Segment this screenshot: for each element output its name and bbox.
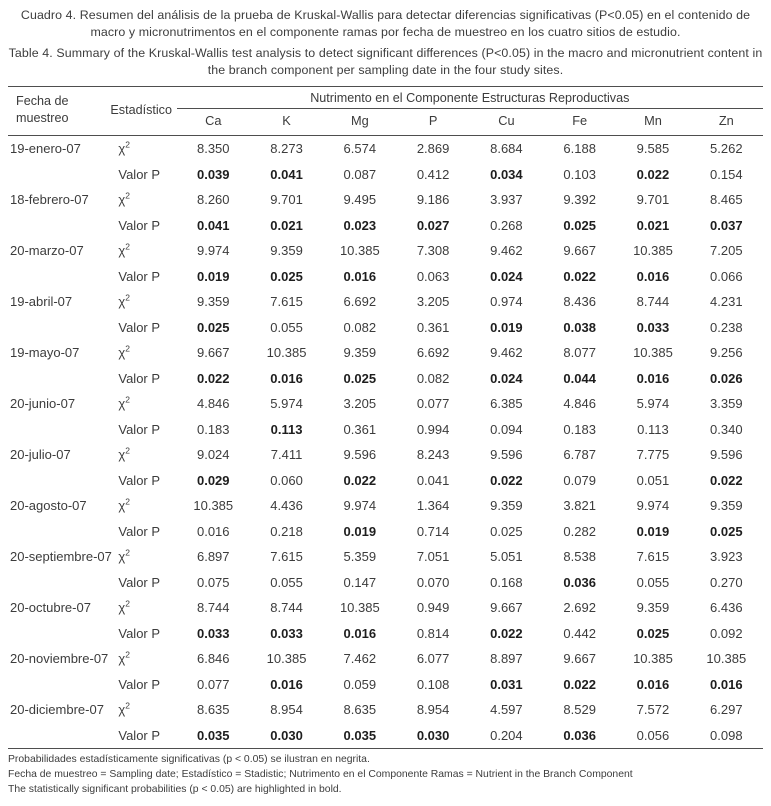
- p-value: 0.077: [196, 676, 230, 692]
- p-value: 0.282: [563, 523, 596, 539]
- table-row-chi-square: [8, 391, 763, 417]
- chi-square-label: [108, 187, 176, 213]
- table-row-p-value: [8, 570, 763, 596]
- p-value: 0.340: [710, 421, 743, 437]
- p-value-label: Valor P: [118, 268, 161, 284]
- p-value: 0.025: [710, 523, 743, 539]
- p-value: 0.016: [343, 268, 377, 284]
- chi-square-value: 9.585: [636, 141, 670, 157]
- chi-square-value: 2.869: [416, 141, 450, 157]
- p-value: 0.019: [343, 523, 377, 539]
- p-value: 0.094: [490, 421, 523, 437]
- p-value-label: Valor P: [118, 472, 161, 488]
- p-value: 0.024: [490, 268, 523, 284]
- chi-superscript: 2: [125, 293, 130, 304]
- table-row-chi-square: [8, 544, 763, 570]
- chi-square-value: 9.596: [710, 447, 743, 463]
- chi-square-value: 0.974: [490, 294, 523, 310]
- p-value: 0.056: [636, 727, 670, 743]
- p-value: 0.994: [416, 421, 450, 437]
- p-value: 0.025: [343, 370, 377, 386]
- chi-square-value: 7.205: [710, 243, 743, 259]
- table-row-p-value: [8, 213, 763, 239]
- table-row-p-value: [8, 672, 763, 698]
- sampling-date: 20-noviembre-07: [10, 651, 109, 667]
- chi-square-value: 8.744: [636, 294, 670, 310]
- table-row-chi-square: [8, 697, 763, 723]
- p-value: 0.033: [196, 625, 230, 641]
- table-row-p-value: [8, 468, 763, 494]
- sampling-date: 20-octubre-07: [10, 600, 91, 616]
- chi-symbol: χ: [118, 294, 126, 310]
- header-row-group: [8, 87, 763, 109]
- sampling-date: 20-marzo-07: [10, 243, 84, 259]
- chi-square-label: [108, 391, 176, 417]
- column-header-fe: Fe: [543, 109, 616, 136]
- chi-square-value: 8.243: [416, 447, 450, 463]
- chi-square-value: 2.692: [563, 600, 596, 616]
- chi-square-value: 5.974: [270, 396, 303, 412]
- chi-square-value: 9.256: [710, 345, 743, 361]
- p-value: 0.092: [710, 625, 743, 641]
- chi-square-value: 8.635: [196, 702, 230, 718]
- p-value: 0.023: [343, 217, 377, 233]
- p-value: 0.022: [343, 472, 377, 488]
- chi-square-value: 10.385: [266, 345, 307, 361]
- table-row-p-value: [8, 417, 763, 443]
- chi-symbol: χ: [118, 243, 126, 259]
- chi-superscript: 2: [125, 344, 130, 355]
- chi-square-value: 9.701: [270, 192, 303, 208]
- chi-square-value: 8.744: [196, 600, 230, 616]
- chi-square-value: 8.897: [490, 651, 523, 667]
- chi-square-value: 8.954: [416, 702, 450, 718]
- p-value: 0.270: [710, 574, 743, 590]
- p-value: 0.361: [343, 421, 377, 437]
- chi-symbol: χ: [118, 345, 126, 361]
- table-row-p-value: [8, 264, 763, 290]
- p-value: 0.030: [416, 727, 450, 743]
- chi-square-value: 8.436: [563, 294, 596, 310]
- p-value: 0.037: [710, 217, 743, 233]
- chi-square-value: 3.205: [343, 396, 377, 412]
- chi-square-value: 4.231: [710, 294, 743, 310]
- p-value: 0.098: [710, 727, 743, 743]
- table-row-p-value: [8, 723, 763, 749]
- kruskal-wallis-results-table: [8, 86, 763, 749]
- p-value: 0.044: [563, 370, 596, 386]
- p-value: 0.033: [636, 319, 670, 335]
- table-row-p-value: [8, 621, 763, 647]
- sampling-date: 20-agosto-07: [10, 498, 87, 514]
- table-row-p-value: [8, 315, 763, 341]
- p-value: 0.041: [270, 166, 303, 182]
- chi-square-value: 6.692: [343, 294, 377, 310]
- table-row-chi-square: [8, 136, 763, 162]
- chi-square-label: [108, 289, 176, 315]
- p-value: 0.033: [270, 625, 303, 641]
- p-value-label: Valor P: [118, 574, 161, 590]
- p-value: 0.019: [490, 319, 523, 335]
- chi-square-value: 7.308: [416, 243, 450, 259]
- p-value: 0.154: [710, 166, 743, 182]
- chi-square-value: 6.897: [196, 549, 230, 565]
- chi-symbol: χ: [118, 141, 126, 157]
- p-value: 0.079: [563, 472, 596, 488]
- chi-superscript: 2: [125, 395, 130, 406]
- p-value: 0.021: [270, 217, 303, 233]
- p-value: 0.022: [563, 676, 596, 692]
- p-value: 0.036: [563, 727, 596, 743]
- chi-symbol: χ: [118, 447, 126, 463]
- p-value: 0.016: [710, 676, 743, 692]
- table-row-chi-square: [8, 187, 763, 213]
- chi-square-value: 9.667: [490, 600, 523, 616]
- p-value: 0.041: [416, 472, 450, 488]
- chi-square-value: 8.465: [710, 192, 743, 208]
- chi-superscript: 2: [125, 497, 130, 508]
- chi-square-value: 9.359: [196, 294, 230, 310]
- chi-square-value: 9.359: [636, 600, 670, 616]
- footnote-term-translations: Fecha de muestreo = Sampling date; Estadístico = Stadistic; Nutrimento en el Componente Ramas = Nutrient in the Branch Component: [8, 769, 633, 781]
- chi-square-value: 3.937: [490, 192, 523, 208]
- chi-symbol: χ: [118, 192, 126, 208]
- chi-square-value: 9.667: [563, 243, 596, 259]
- p-value: 0.034: [490, 166, 523, 182]
- sampling-date: 19-enero-07: [10, 141, 81, 157]
- chi-square-value: 7.615: [270, 294, 303, 310]
- chi-square-label: [108, 442, 176, 468]
- p-value: 0.022: [636, 166, 670, 182]
- p-value: 0.025: [636, 625, 670, 641]
- chi-square-value: 8.538: [563, 549, 596, 565]
- p-value: 0.016: [343, 625, 377, 641]
- column-header-cu: Cu: [470, 109, 543, 136]
- p-value: 0.036: [563, 574, 596, 590]
- chi-square-value: 10.385: [633, 345, 673, 361]
- chi-square-value: 9.462: [490, 243, 523, 259]
- sampling-date: 18-febrero-07: [10, 192, 89, 208]
- chi-square-value: 7.051: [416, 549, 450, 565]
- p-value: 0.025: [490, 523, 523, 539]
- p-value: 0.168: [490, 574, 523, 590]
- chi-symbol: χ: [118, 651, 126, 667]
- chi-square-value: 9.667: [196, 345, 230, 361]
- p-value: 0.022: [196, 370, 230, 386]
- p-value: 0.063: [416, 268, 450, 284]
- p-value: 0.022: [563, 268, 596, 284]
- p-value: 0.029: [196, 472, 230, 488]
- p-value: 0.024: [490, 370, 523, 386]
- chi-square-value: 7.615: [270, 549, 303, 565]
- table-caption-english: Table 4. Summary of the Kruskal-Wallis test analysis to detect significant differences (P<0.05) in the macro and micronutrient content in the branch component per sampling date in the four study sites.: [8, 45, 763, 78]
- p-value: 0.108: [416, 676, 450, 692]
- p-value: 0.022: [490, 625, 523, 641]
- chi-square-value: 9.495: [343, 192, 377, 208]
- p-value: 0.183: [196, 421, 230, 437]
- chi-square-value: 8.684: [490, 141, 523, 157]
- chi-square-label: [108, 646, 176, 672]
- p-value-label: Valor P: [118, 421, 161, 437]
- p-value: 0.016: [636, 676, 670, 692]
- p-value: 0.361: [416, 319, 450, 335]
- p-value: 0.082: [416, 370, 450, 386]
- table-row-chi-square: [8, 238, 763, 264]
- p-value-label: Valor P: [118, 166, 161, 182]
- chi-square-value: 10.385: [339, 600, 380, 616]
- p-value: 0.814: [416, 625, 450, 641]
- chi-square-value: 8.529: [563, 702, 596, 718]
- chi-square-value: 8.350: [196, 141, 230, 157]
- column-header-mn: Mn: [616, 109, 689, 136]
- p-value: 0.025: [563, 217, 596, 233]
- sampling-date: 20-septiembre-07: [10, 549, 112, 565]
- chi-square-label: [108, 697, 176, 723]
- chi-superscript: 2: [125, 650, 130, 661]
- p-value-label: Valor P: [118, 676, 161, 692]
- chi-square-value: 7.775: [636, 447, 670, 463]
- chi-square-value: 6.436: [710, 600, 743, 616]
- p-value: 0.030: [270, 727, 303, 743]
- chi-symbol: χ: [118, 396, 126, 412]
- column-header-statistic: Estadístico: [108, 87, 176, 136]
- p-value: 0.016: [270, 370, 303, 386]
- column-header-sampling-date: Fecha de muestreo: [8, 87, 108, 136]
- p-value: 0.039: [196, 166, 230, 182]
- chi-square-value: 8.260: [196, 192, 230, 208]
- chi-square-value: 6.297: [710, 702, 743, 718]
- chi-square-value: 3.821: [563, 498, 596, 514]
- p-value: 0.412: [416, 166, 450, 182]
- chi-square-value: 5.974: [636, 396, 670, 412]
- chi-square-value: 8.077: [563, 345, 596, 361]
- chi-square-value: 8.273: [270, 141, 303, 157]
- chi-square-value: 10.385: [633, 243, 673, 259]
- p-value-label: Valor P: [118, 319, 161, 335]
- chi-square-label: [108, 238, 176, 264]
- column-group-header-nutrients: Nutrimento en el Componente Estructuras Reproductivas: [177, 87, 763, 109]
- chi-square-value: 4.846: [563, 396, 596, 412]
- sampling-date: 19-abril-07: [10, 294, 73, 310]
- chi-symbol: χ: [118, 600, 126, 616]
- table-row-chi-square: [8, 442, 763, 468]
- table-row-chi-square: [8, 340, 763, 366]
- chi-square-value: 4.597: [490, 702, 523, 718]
- chi-square-value: 7.572: [636, 702, 670, 718]
- table-body: [8, 136, 763, 749]
- chi-square-value: 9.974: [343, 498, 377, 514]
- p-value: 0.031: [490, 676, 523, 692]
- chi-square-value: 9.359: [710, 498, 743, 514]
- chi-square-value: 9.392: [563, 192, 596, 208]
- chi-square-value: 10.385: [633, 651, 673, 667]
- chi-superscript: 2: [125, 548, 130, 559]
- p-value-label: Valor P: [118, 625, 161, 641]
- sampling-date: 20-diciembre-07: [10, 702, 104, 718]
- chi-square-value: 0.949: [416, 600, 450, 616]
- chi-square-value: 4.436: [270, 498, 303, 514]
- chi-square-value: 9.596: [490, 447, 523, 463]
- table-caption-spanish: Cuadro 4. Resumen del análisis de la prueba de Kruskal-Wallis para detectar diferencias significativas (P<0.05) en el contenido de macro y micronutrimentos en el componente ramas por fecha de muestreo en los cuatro sitios de estudio.: [20, 8, 751, 40]
- table-row-chi-square: [8, 289, 763, 315]
- p-value: 0.035: [343, 727, 377, 743]
- column-header-zn: Zn: [690, 109, 763, 136]
- chi-square-value: 6.188: [563, 141, 596, 157]
- chi-square-value: 9.186: [416, 192, 450, 208]
- p-value: 0.055: [636, 574, 670, 590]
- p-value: 0.055: [270, 319, 303, 335]
- p-value: 0.070: [416, 574, 450, 590]
- p-value: 0.016: [636, 370, 670, 386]
- chi-square-value: 9.596: [343, 447, 377, 463]
- chi-square-value: 9.359: [270, 243, 303, 259]
- chi-square-label: [108, 136, 176, 162]
- table-row-p-value: [8, 519, 763, 545]
- p-value: 0.022: [490, 472, 523, 488]
- chi-square-value: 6.787: [563, 447, 596, 463]
- chi-square-value: 9.974: [196, 243, 230, 259]
- p-value: 0.087: [343, 166, 377, 182]
- chi-square-value: 5.359: [343, 549, 377, 565]
- sampling-date: 20-julio-07: [10, 447, 71, 463]
- chi-square-value: 6.692: [416, 345, 450, 361]
- chi-superscript: 2: [125, 242, 130, 253]
- p-value: 0.025: [270, 268, 303, 284]
- table-row-p-value: [8, 162, 763, 188]
- p-value-label: Valor P: [118, 370, 161, 386]
- p-value: 0.183: [563, 421, 596, 437]
- chi-square-label: [108, 595, 176, 621]
- chi-square-value: 9.462: [490, 345, 523, 361]
- table-row-p-value: [8, 366, 763, 392]
- p-value: 0.038: [563, 319, 596, 335]
- chi-square-value: 5.051: [490, 549, 523, 565]
- p-value: 0.442: [563, 625, 596, 641]
- p-value: 0.025: [196, 319, 230, 335]
- p-value: 0.714: [416, 523, 450, 539]
- chi-square-value: 6.574: [343, 141, 377, 157]
- chi-square-value: 7.411: [270, 447, 303, 463]
- p-value: 0.016: [196, 523, 230, 539]
- p-value: 0.082: [343, 319, 377, 335]
- footnotes: [8, 753, 765, 797]
- chi-square-value: 4.846: [196, 396, 230, 412]
- p-value: 0.113: [270, 421, 303, 437]
- p-value: 0.268: [490, 217, 523, 233]
- p-value: 0.066: [710, 268, 743, 284]
- footnote-significance-english: The statistically significant probabilities (p < 0.05) are highlighted in bold.: [8, 783, 342, 795]
- chi-superscript: 2: [125, 446, 130, 457]
- chi-square-value: 10.385: [339, 243, 380, 259]
- chi-square-value: 8.635: [343, 702, 377, 718]
- chi-square-label: [108, 493, 176, 519]
- chi-square-label: [108, 544, 176, 570]
- p-value: 0.016: [636, 268, 670, 284]
- p-value: 0.238: [710, 319, 743, 335]
- chi-square-value: 0.077: [416, 396, 450, 412]
- sampling-date: 19-mayo-07: [10, 345, 80, 361]
- p-value-label: Valor P: [118, 217, 161, 233]
- p-value: 0.016: [270, 676, 303, 692]
- chi-square-value: 8.954: [270, 702, 303, 718]
- chi-square-value: 6.385: [490, 396, 523, 412]
- p-value: 0.059: [343, 676, 377, 692]
- chi-square-value: 10.385: [706, 651, 747, 667]
- chi-superscript: 2: [125, 599, 130, 610]
- p-value-label: Valor P: [118, 523, 161, 539]
- p-value: 0.075: [196, 574, 230, 590]
- p-value: 0.218: [270, 523, 303, 539]
- chi-square-value: 7.462: [343, 651, 377, 667]
- chi-square-value: 8.744: [270, 600, 303, 616]
- chi-symbol: χ: [118, 549, 126, 565]
- chi-square-value: 9.667: [563, 651, 596, 667]
- p-value: 0.019: [196, 268, 230, 284]
- p-value: 0.019: [636, 523, 670, 539]
- chi-square-value: 5.262: [710, 141, 743, 157]
- p-value: 0.055: [270, 574, 303, 590]
- p-value: 0.060: [270, 472, 303, 488]
- p-value: 0.041: [196, 217, 230, 233]
- chi-square-value: 3.205: [416, 294, 450, 310]
- p-value: 0.022: [710, 472, 743, 488]
- p-value: 0.027: [416, 217, 450, 233]
- p-value: 0.021: [636, 217, 670, 233]
- table-header: [8, 87, 763, 136]
- chi-square-value: 9.974: [636, 498, 670, 514]
- p-value: 0.026: [710, 370, 743, 386]
- p-value: 0.113: [637, 421, 669, 437]
- column-header-mg: Mg: [323, 109, 396, 136]
- chi-square-value: 9.024: [196, 447, 230, 463]
- chi-square-value: 7.615: [636, 549, 670, 565]
- chi-superscript: 2: [125, 191, 130, 202]
- chi-square-value: 10.385: [266, 651, 307, 667]
- chi-square-value: 1.364: [416, 498, 450, 514]
- column-header-ca: Ca: [177, 109, 250, 136]
- chi-square-value: 6.077: [416, 651, 450, 667]
- chi-square-value: 9.359: [490, 498, 523, 514]
- sampling-date: 20-junio-07: [10, 396, 76, 412]
- table-row-chi-square: [8, 595, 763, 621]
- p-value: 0.204: [490, 727, 523, 743]
- p-value: 0.147: [343, 574, 377, 590]
- table-row-chi-square: [8, 493, 763, 519]
- chi-superscript: 2: [125, 140, 130, 151]
- p-value: 0.035: [196, 727, 230, 743]
- column-header-p: P: [396, 109, 469, 136]
- p-value: 0.103: [563, 166, 596, 182]
- chi-square-value: 9.359: [343, 345, 377, 361]
- chi-square-value: 3.359: [710, 396, 743, 412]
- chi-square-value: 3.923: [710, 549, 743, 565]
- chi-square-value: 10.385: [193, 498, 234, 514]
- chi-symbol: χ: [118, 702, 126, 718]
- chi-square-label: [108, 340, 176, 366]
- chi-symbol: χ: [118, 498, 126, 514]
- column-header-k: K: [250, 109, 323, 136]
- p-value: 0.051: [636, 472, 670, 488]
- chi-square-value: 9.701: [636, 192, 670, 208]
- chi-superscript: 2: [125, 701, 130, 712]
- footnote-significance-spanish: Probabilidades estadísticamente significativas (p < 0.05) se ilustran en negrita.: [8, 754, 370, 766]
- chi-square-value: 6.846: [196, 651, 230, 667]
- p-value-label: Valor P: [118, 727, 161, 743]
- table-row-chi-square: [8, 646, 763, 672]
